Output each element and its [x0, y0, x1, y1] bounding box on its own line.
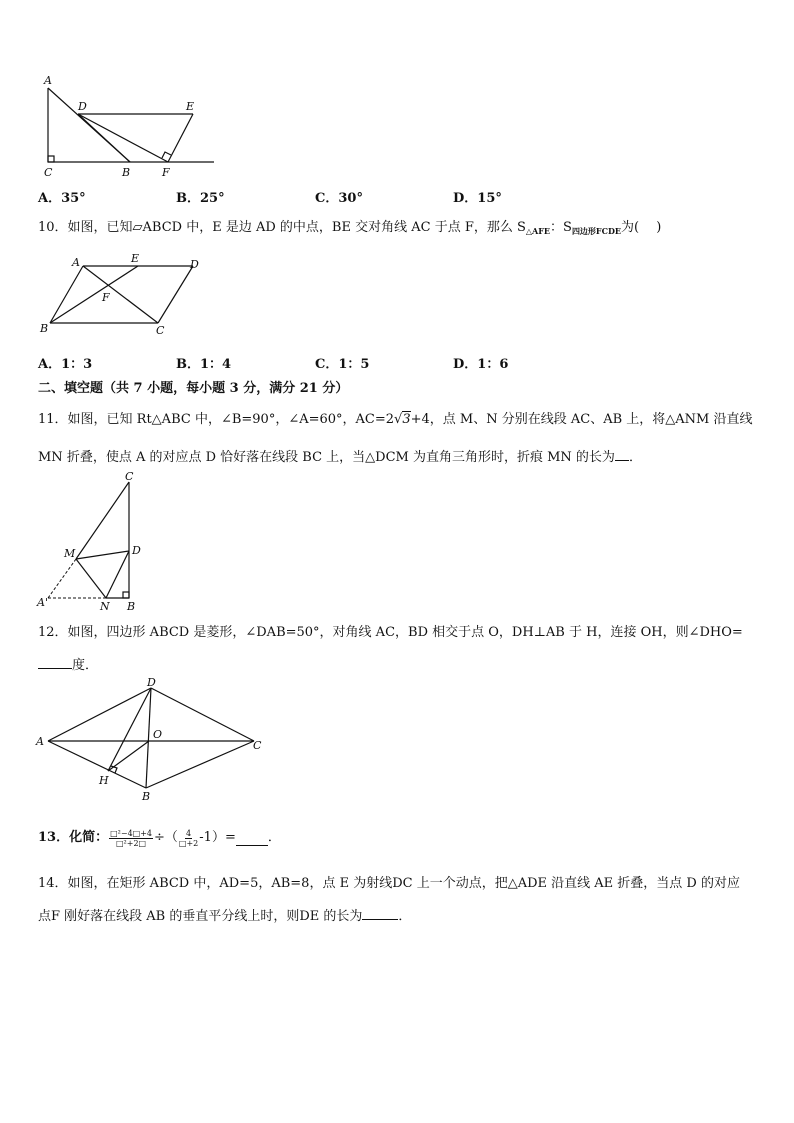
label-N: N — [100, 600, 110, 613]
label-D: D — [147, 676, 156, 689]
q11-text-a: 11．如图，已知 Rt△ABC 中，∠B=90°，∠A=60°，AC=2 — [38, 412, 395, 427]
label-D: D — [190, 258, 199, 271]
label-B: B — [142, 790, 151, 803]
question-11-line2 — [38, 446, 642, 468]
label-M: M — [64, 547, 76, 560]
figure-q9 — [38, 72, 218, 182]
label-D: D — [78, 100, 87, 113]
label-O: O — [153, 728, 163, 741]
figure-q10 — [38, 250, 208, 340]
fraction-2-numerator: 4 — [186, 828, 192, 838]
q12-line2-end: 度． — [72, 658, 99, 673]
q13-prefix: 13．化简： — [38, 830, 109, 845]
q10-option-c[interactable]: C．1：5 — [315, 357, 370, 372]
q14-line2-text: 点F 刚好落在线段 AB 的垂直平分线上时，则DE 的长为 — [38, 909, 363, 924]
q10-option-b[interactable]: B．1：4 — [176, 357, 232, 372]
fraction-1-denominator: □²+2□ — [115, 838, 147, 848]
label-D: D — [132, 544, 141, 557]
label-F: F — [102, 291, 110, 304]
answer-blank-11[interactable] — [615, 446, 629, 461]
sqrt-sign: √ — [394, 412, 403, 427]
label-B: B — [122, 166, 131, 179]
label-F: F — [162, 166, 170, 179]
q14-line2-end: ． — [398, 909, 412, 924]
q11-sqrt-value: 3 — [402, 412, 411, 427]
label-C: C — [156, 324, 165, 337]
label-A: A — [36, 735, 44, 748]
fraction-2 — [179, 829, 198, 848]
label-C: C — [44, 166, 53, 179]
q9-option-d[interactable]: D．15° — [453, 191, 502, 206]
q10-sub-b: 四边形FCDE — [571, 226, 622, 236]
fraction-2-denominator: □+2 — [178, 838, 199, 848]
label-B: B — [127, 600, 136, 613]
label-A: A — [72, 256, 80, 269]
fraction-1 — [109, 829, 153, 848]
q13-mid: -1）= — [199, 830, 236, 845]
question-12-line2 — [38, 654, 98, 676]
figure-q12 — [34, 676, 269, 804]
label-C: C — [253, 739, 262, 752]
answer-blank-13[interactable] — [236, 831, 268, 846]
label-E: E — [186, 100, 195, 113]
q10-option-a[interactable]: A．1：3 — [38, 357, 93, 372]
question-13 — [38, 822, 281, 854]
q13-divide: ÷（ — [154, 830, 178, 845]
fraction-1-numerator: □²−4□+4 — [110, 828, 153, 838]
q11-line2-text: MN 折叠，使点 A 的对应点 D 恰好落在线段 BC 上，当△DCM 为直角三角形时，折痕 MN 的长为 — [38, 450, 615, 465]
label-E: E — [131, 252, 140, 265]
answer-blank-14[interactable] — [362, 905, 398, 920]
q10-text-c: 为( ) — [621, 220, 662, 235]
question-14-line2 — [38, 905, 411, 927]
section-2-heading: 二、填空题（共 7 小题，每小题 3 分，满分 21 分） — [38, 381, 349, 396]
q11-text-b: +4，点 M、N 分别在线段 AC、AB 上，将△ANM 沿直线 — [410, 412, 753, 427]
question-11-line1 — [38, 410, 753, 430]
figure-q11 — [36, 470, 146, 615]
q10-text-b: ：S — [550, 220, 572, 235]
label-H: H — [99, 774, 109, 787]
question-10 — [38, 218, 661, 241]
q13-end: ． — [267, 830, 281, 845]
q10-sub-a: △AFE — [525, 226, 551, 236]
label-C: C — [125, 470, 134, 483]
question-14-line1: 14．如图，在矩形 ABCD 中，AD=5，AB=8，点 E 为射线DC 上一个动点，把△ADE 沿直线 AE 折叠，当点 D 的对应 — [38, 876, 740, 891]
q10-text-a: 10．如图，已知▱ABCD 中，E 是边 AD 的中点，BE 交对角线 AC 于点 F，那么 S — [38, 220, 526, 235]
label-B: B — [40, 322, 49, 335]
question-12-line1: 12．如图，四边形 ABCD 是菱形，∠DAB=50°，对角线 AC，BD 相交于点 O，DH⊥AB 于 H，连接 OH，则∠DHO= — [38, 625, 743, 640]
label-A: A — [44, 74, 52, 87]
q10-option-d[interactable]: D．1：6 — [453, 357, 509, 372]
q9-option-c[interactable]: C．30° — [315, 191, 363, 206]
q11-line2-end: ． — [628, 450, 642, 465]
answer-blank-12[interactable] — [38, 654, 72, 669]
q9-option-b[interactable]: B．25° — [176, 191, 225, 206]
q9-option-a[interactable]: A．35° — [38, 191, 86, 206]
label-A: A' — [37, 596, 48, 609]
